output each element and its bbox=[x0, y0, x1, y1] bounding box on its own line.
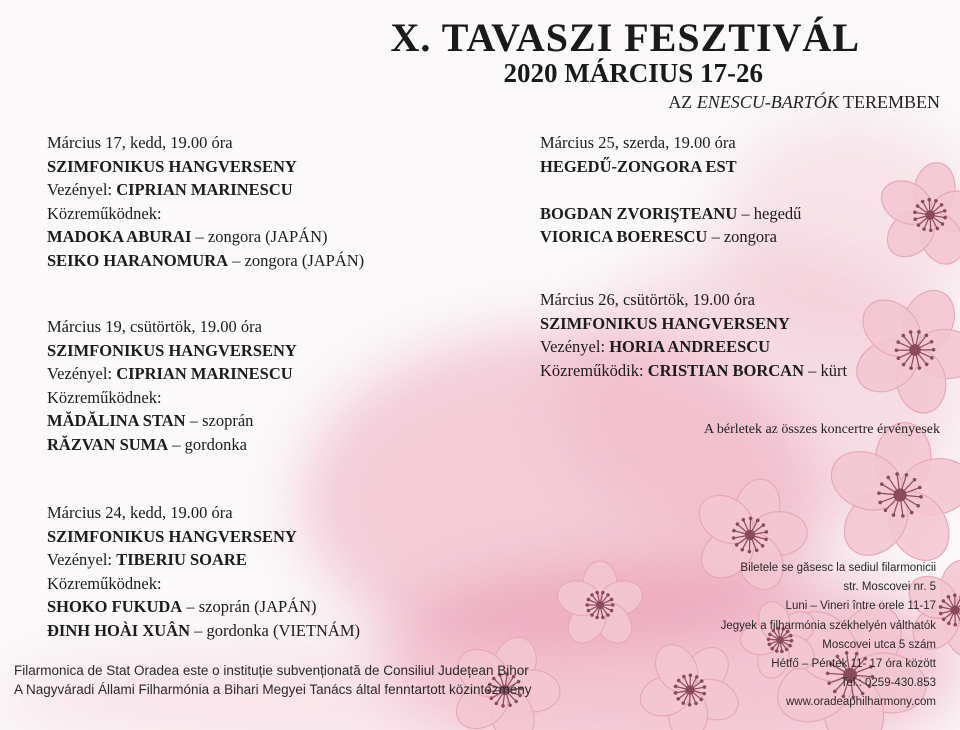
stamen-tip bbox=[587, 609, 591, 613]
performer-name: SHOKO FUKUDA bbox=[47, 597, 183, 616]
concert-block bbox=[540, 288, 847, 382]
performer-role: – szoprán (JAPÁN) bbox=[186, 597, 317, 616]
performer-name: RĂZVAN SUMA bbox=[47, 434, 169, 454]
performer-line bbox=[540, 225, 801, 249]
performer-name: MĂDĂLINA STAN bbox=[47, 411, 186, 430]
performer-line bbox=[47, 225, 364, 249]
performer-line bbox=[540, 202, 801, 226]
concert-type: HEGEDŰ-ZONGORA EST bbox=[540, 156, 737, 176]
conductor-label: Vezényel: bbox=[47, 364, 113, 383]
concert-date: Március 24, kedd, 19.00 óra bbox=[47, 503, 233, 522]
ticket-info-line: Luni – Vineri între orele 11-17 bbox=[785, 600, 936, 613]
performers-label: Közreműködik: bbox=[540, 360, 644, 380]
performer-line bbox=[47, 595, 360, 619]
performer-name: ĐINH HOÀI XUÂN bbox=[47, 620, 191, 640]
concert-block bbox=[540, 131, 801, 249]
performer-role: – zongora (JAPÁN) bbox=[232, 250, 365, 270]
conductor-name: TIBERIU SOARE bbox=[116, 550, 247, 569]
blossom bbox=[865, 153, 960, 278]
concert-type: SZIMFONIKUS HANGVERSENY bbox=[540, 313, 790, 333]
concert-block bbox=[47, 501, 360, 642]
concert-block bbox=[47, 131, 364, 272]
conductor-label: Vezényel: bbox=[47, 550, 113, 569]
conductor-line bbox=[47, 178, 364, 202]
soloist-line bbox=[540, 359, 847, 383]
blossom bbox=[553, 561, 647, 650]
performer-name: SEIKO HARANOMURA bbox=[47, 250, 229, 270]
performer-role: – gordonka bbox=[172, 434, 247, 454]
concert-date: Március 25, szerda, 19.00 óra bbox=[540, 133, 736, 152]
soloist-role: – kürt bbox=[808, 360, 848, 380]
stamen-tip bbox=[595, 616, 599, 620]
venue-line bbox=[668, 92, 940, 113]
ticket-info-line: str. Moscovei nr. 5 bbox=[843, 581, 936, 594]
performer-line bbox=[47, 433, 297, 457]
performers-label: Közreműködnek: bbox=[47, 573, 162, 593]
stamen-tip bbox=[610, 598, 614, 602]
concert-date: Március 26, csütörtök, 19.00 óra bbox=[540, 290, 755, 309]
website-url: www.oradeaphilharmony.com bbox=[786, 696, 936, 709]
performers-label: Közreműködnek: bbox=[47, 203, 162, 223]
festival-dates: 2020 MÁRCIUS 17-26 bbox=[503, 58, 763, 88]
conductor-line bbox=[47, 548, 360, 572]
ticket-info-line: Biletele se găsesc la sediul filarmonicii bbox=[740, 562, 936, 574]
stamen-tip bbox=[601, 591, 605, 595]
conductor-name: CIPRIAN MARINESCU bbox=[116, 364, 293, 383]
stamen-tip bbox=[606, 593, 610, 597]
conductor-label: Vezényel: bbox=[47, 180, 113, 199]
concert-type: SZIMFONIKUS HANGVERSENY bbox=[47, 526, 297, 546]
performer-name: MADOKA ABURAI bbox=[47, 227, 192, 246]
concert-block bbox=[47, 315, 297, 456]
performer-role: – zongora bbox=[711, 227, 777, 246]
performer-role: – gordonka (VIETNÁM) bbox=[194, 620, 361, 640]
conductor-name: HORIA ANDREESCU bbox=[609, 337, 771, 356]
performer-name: VIORICA BOERESCU bbox=[540, 227, 708, 246]
performer-name: BOGDAN ZVORIŞTEANU bbox=[540, 203, 738, 223]
conductor-name: CIPRIAN MARINESCU bbox=[116, 180, 293, 199]
blossom-center bbox=[596, 601, 604, 609]
performers-label: Közreműködnek: bbox=[47, 387, 162, 407]
performer-role: – szoprán bbox=[189, 411, 254, 430]
ticket-info-line: Moscovei utca 5 szám bbox=[822, 638, 936, 651]
spacer bbox=[540, 178, 801, 202]
conductor-line bbox=[540, 335, 847, 359]
stamen-tip bbox=[606, 613, 610, 617]
performer-line bbox=[47, 619, 360, 643]
footer bbox=[14, 661, 532, 699]
footer-line-ro: Filarmonica de Stat Oradea este o instituție subvenționată de Consiliul Județean Bihor bbox=[14, 663, 529, 678]
stamen-tip bbox=[590, 613, 594, 617]
venue-prefix: AZ bbox=[668, 92, 693, 112]
ticket-info bbox=[721, 559, 936, 713]
stamen-tip bbox=[585, 603, 589, 607]
footer-line-hu: A Nagyváradi Állami Filharmónia a Bihari Megyei Tanács által fenntartott közintézmény bbox=[14, 682, 532, 697]
phone-number: Tel.: 0259-430.853 bbox=[840, 677, 936, 690]
stamen-tip bbox=[595, 591, 599, 595]
conductor-line bbox=[47, 362, 297, 386]
soloist-name: CRISTIAN BORCAN bbox=[647, 360, 805, 380]
performer-role: – zongora (JAPÁN) bbox=[195, 227, 328, 246]
concert-date: Március 17, kedd, 19.00 óra bbox=[47, 133, 233, 152]
concert-type: SZIMFONIKUS HANGVERSENY bbox=[47, 156, 297, 176]
concert-date: Március 19, csütörtök, 19.00 óra bbox=[47, 317, 262, 336]
season-ticket-note: A bérletek az összes koncertre érvényesek bbox=[704, 422, 940, 437]
stamen-tip bbox=[590, 593, 594, 597]
conductor-label: Vezényel: bbox=[540, 337, 606, 356]
stamen-tip bbox=[587, 598, 591, 602]
performer-line bbox=[47, 249, 364, 273]
stamen-tip bbox=[601, 616, 605, 620]
blossom bbox=[816, 416, 960, 577]
venue-name: ENESCU-BARTÓK bbox=[696, 92, 839, 112]
venue-suffix: TEREMBEN bbox=[843, 92, 940, 112]
concert-type: SZIMFONIKUS HANGVERSENY bbox=[47, 340, 297, 360]
stamen-tip bbox=[610, 609, 614, 613]
ticket-info-line: Hétfő – Péntek 11- 17 óra között bbox=[771, 658, 936, 671]
performer-role: – hegedű bbox=[741, 203, 802, 223]
ticket-info-line: Jegyek a filharmónia székhelyén válthatók bbox=[720, 619, 936, 632]
performer-line bbox=[47, 409, 297, 433]
festival-title: X. TAVASZI FESZTIVÁL bbox=[390, 15, 860, 60]
stamen-tip bbox=[611, 603, 615, 607]
